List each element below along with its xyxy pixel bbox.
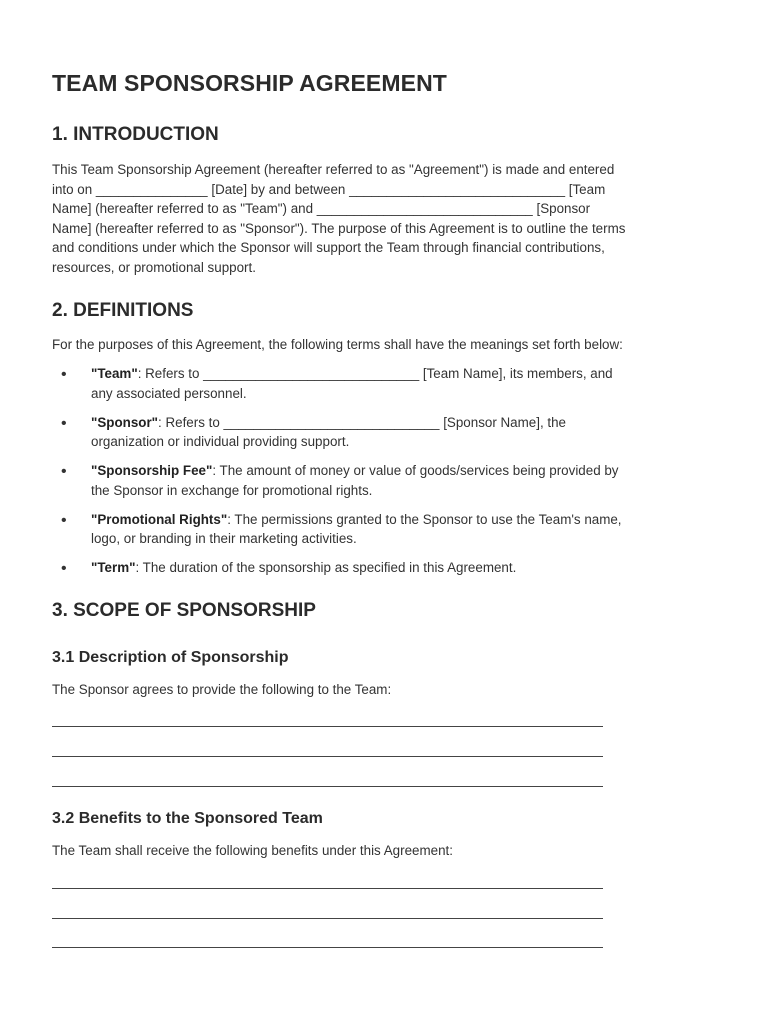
definition-text-line-1: : The amount of money or value of goods/services being provided by	[212, 463, 619, 478]
introduction-paragraph	[52, 160, 732, 277]
fill-in-line[interactable]	[52, 947, 603, 948]
intro-line-6: resources, or promotional support.	[52, 259, 256, 275]
intro-line-1: This Team Sponsorship Agreement (hereafter referred to as "Agreement") is made and entered	[52, 162, 615, 177]
fill-in-line[interactable]	[52, 726, 603, 727]
definition-text-line-2: logo, or branding in their marketing activities.	[91, 531, 357, 546]
fill-in-line[interactable]	[52, 918, 603, 919]
definition-term: "Term"	[91, 560, 136, 575]
definitions-list	[52, 364, 712, 587]
fill-in-line[interactable]	[52, 756, 603, 757]
intro-line-5: and conditions under which the Sponsor will support the Team through financial contributions,	[52, 240, 605, 255]
definition-text-line-1: : The permissions granted to the Sponsor to use the Team's name,	[227, 511, 622, 527]
intro-line-4: Name] (hereafter referred to as "Sponsor"). The purpose of this Agreement is to outline the terms	[52, 220, 626, 236]
definition-text-line-2: any associated personnel.	[91, 385, 247, 401]
intro-line-3: Name] (hereafter referred to as "Team") and _____________________________ [Sponsor	[52, 201, 591, 216]
definition-item-promotional-rights	[52, 510, 712, 549]
definition-term: "Sponsorship Fee"	[91, 463, 213, 478]
fill-in-line[interactable]	[52, 786, 603, 787]
subsection-heading-benefits: 3.2 Benefits to the Sponsored Team	[52, 810, 323, 827]
definition-text-line-1: : Refers to _____________________________ [Sponsor Name], the	[158, 414, 567, 430]
definition-term: "Promotional Rights"	[91, 511, 228, 527]
definition-term: "Team"	[91, 366, 138, 381]
bullet-icon: •	[61, 511, 67, 529]
benefits-lead: The Team shall receive the following benefits under this Agreement:	[52, 843, 453, 858]
definition-text-line-1: : Refers to _____________________________ [Team Name], its members, and	[137, 366, 613, 381]
intro-line-2: into on _______________ [Date] by and between _____________________________ [Team	[52, 181, 606, 197]
definition-item-sponsorship-fee	[52, 461, 712, 500]
section-heading-introduction: 1. INTRODUCTION	[52, 124, 219, 145]
definition-text-line-1: : The duration of the sponsorship as specified in this Agreement.	[135, 560, 517, 575]
subsection-heading-description: 3.1 Description of Sponsorship	[52, 649, 289, 666]
definition-item-sponsor	[52, 413, 712, 452]
definition-item-term	[52, 558, 712, 578]
bullet-icon: •	[61, 414, 67, 432]
definition-item-team	[52, 364, 712, 403]
bullet-icon: •	[61, 366, 67, 383]
description-lead: The Sponsor agrees to provide the following to the Team:	[52, 682, 392, 697]
section-heading-definitions: 2. DEFINITIONS	[52, 300, 194, 321]
document-title: TEAM SPONSORSHIP AGREEMENT	[52, 70, 447, 96]
fill-in-line[interactable]	[52, 888, 603, 889]
definition-text-line-2: the Sponsor in exchange for promotional rights.	[91, 482, 373, 498]
bullet-icon: •	[61, 560, 67, 577]
definition-term: "Sponsor"	[91, 414, 159, 430]
definition-text-line-2: organization or individual providing support.	[91, 434, 350, 449]
bullet-icon: •	[61, 463, 67, 480]
section-heading-scope: 3. SCOPE OF SPONSORSHIP	[52, 600, 316, 621]
definitions-lead: For the purposes of this Agreement, the following terms shall have the meanings set forth below:	[52, 337, 623, 352]
